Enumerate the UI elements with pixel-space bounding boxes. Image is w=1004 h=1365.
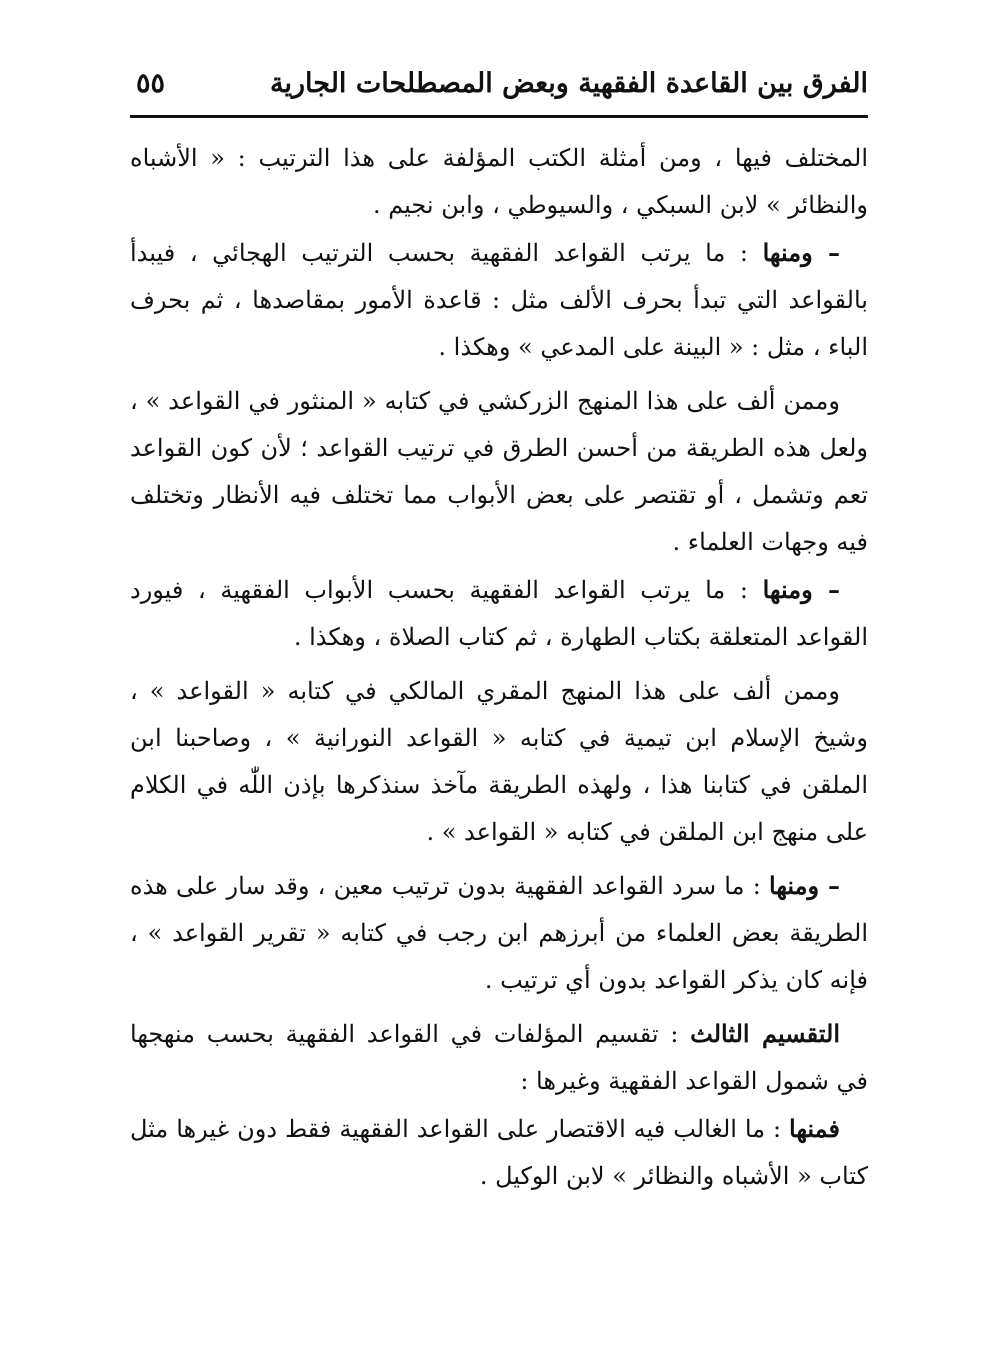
paragraph-text: وممن ألف على هذا المنهج الزركشي في كتابه « المنثور في القواعد » ، ولعل هذه الطريقة من أحسن الطرق في ترتيب القواعد ؛ لأن كون القواعد تعم وتشمل ، أو تقتصر على بعض الأبواب مما تختلف فيه الأنظار وتختلف فيه وجهات العلماء . [130,387,868,556]
paragraph-text: : ما يرتب القواعد الفقهية بحسب الأبواب الفقهية ، فيورد القواعد المتعلقة بكتاب الطهارة ، ثم كتاب الصلاة ، وهكذا . [130,576,868,651]
paragraph-lead: فمنها [789,1114,840,1143]
page-number: ٥٥ [136,68,166,99]
paragraph-lead: – ومنها [769,871,841,900]
paragraph-lead: التقسيم الثالث [690,1019,840,1048]
paragraph-text: المختلف فيها ، ومن أمثلة الكتب المؤلفة على هذا الترتيب : « الأشباه والنظائر » لابن السبكي ، والسيوطي ، وابن نجيم . [130,144,868,219]
paragraph [130,377,868,566]
paragraph [130,566,868,661]
paragraph [130,1010,868,1105]
paragraph [130,667,868,856]
page-body [130,134,868,1200]
paragraph-text: : ما الغالب فيه الاقتصار على القواعد الفقهية فقط دون غيرها مثل كتاب « الأشباه والنظائر » لابن الوكيل . [130,1115,868,1190]
paragraph-lead: – ومنها [762,575,841,604]
running-title: الفرق بين القاعدة الفقهية وبعض المصطلحات الجارية [270,68,868,99]
paragraph [130,862,868,1004]
header-rule [130,115,868,118]
paragraph-text: : تقسيم المؤلفات في القواعد الفقهية بحسب منهجها في شمول القواعد الفقهية وغيرها : [130,1020,868,1095]
paragraph [130,229,868,371]
page-header [130,62,868,118]
paragraph-lead: – ومنها [762,238,841,267]
paragraph [130,1105,868,1200]
paragraph [130,134,868,229]
paragraph-text: : ما يرتب القواعد الفقهية بحسب الترتيب الهجائي ، فيبدأ بالقواعد التي تبدأ بحرف الألف مثل : قاعدة الأمور بمقاصدها ، ثم بحرف الباء ، مثل : « البينة على المدعي » وهكذا . [130,239,868,361]
paragraph-text: : ما سرد القواعد الفقهية بدون ترتيب معين ، وقد سار على هذه الطريقة بعض العلماء من أبرزهم ابن رجب في كتابه « تقرير القواعد » ، فإنه كان يذكر القواعد بدون أي ترتيب . [130,872,868,994]
paragraph-text: وممن ألف على هذا المنهج المقري المالكي في كتابه « القواعد » ، وشيخ الإسلام ابن تيمية في كتابه « القواعد النورانية » ، وصاحبنا ابن الملقن في كتابنا هذا ، ولهذه الطريقة مآخذ سنذكرها بإذن اللّٰه في الكلام على منهج ابن الملقن في كتابه « القواعد » . [130,677,868,846]
